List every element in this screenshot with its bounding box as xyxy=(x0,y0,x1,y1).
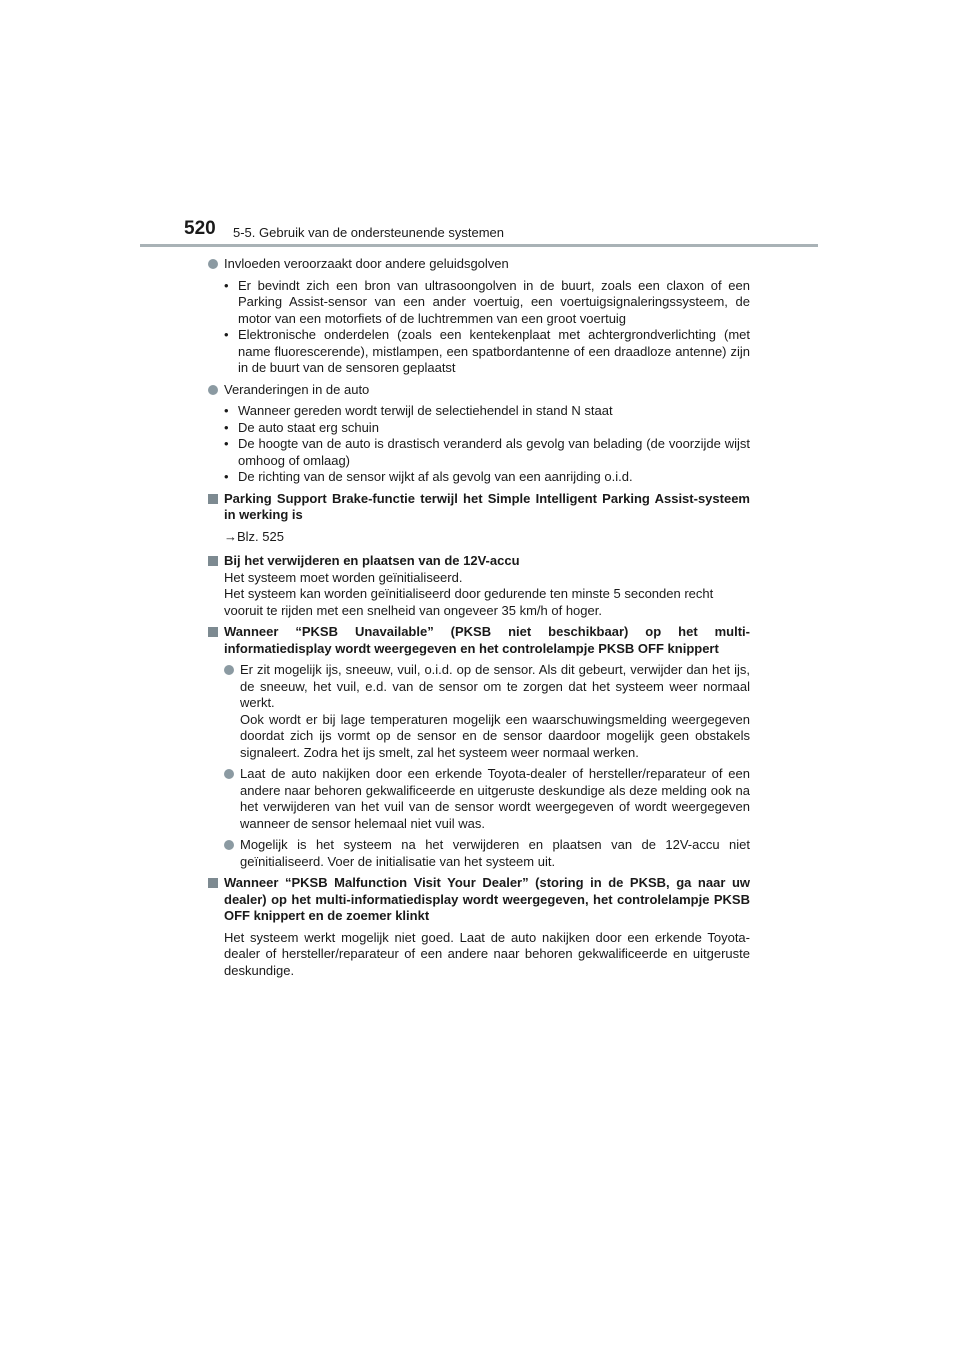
square-bullet-icon xyxy=(208,878,218,888)
heading-pksb-malfunction: Wanneer “PKSB Malfunction Visit Your Dealer” (storing in de PKSB, ga naar uw dealer) op het multi-informatiedisplay wordt weergegeven, het controlelampje PKSB OFF knippert en de zoemer klinkt xyxy=(208,875,750,925)
section-title: 5-5. Gebruik van de ondersteunende systemen xyxy=(233,225,505,240)
list-item: • De richting van de sensor wijkt af als gevolg van een aanrijding o.i.d. xyxy=(224,469,633,484)
list-item: Laat de auto nakijken door een erkende Toyota-dealer of hersteller/reparateur of een andere naar behoren gekwalificeerde en uitgeruste deskundige als deze melding ook na het verwijderen van het vuil van de sensor wordt weergegeven of wordt weergegeven wanneer de sensor helemaal niet vuil was. xyxy=(208,766,750,832)
square-bullet-icon xyxy=(208,494,218,504)
bullet-sound-waves: Invloeden veroorzaakt door andere geluidsgolven xyxy=(208,256,750,273)
circle-bullet-icon xyxy=(224,665,234,675)
heading-pksb-unavailable: Wanneer “PKSB Unavailable” (PKSB niet beschikbaar) op het multi-informatiedisplay wordt weergegeven en het controlelampje PKSB OFF knippert xyxy=(208,624,750,657)
list-item: • De auto staat erg schuin xyxy=(224,419,379,435)
list-item: Mogelijk is het systeem na het verwijderen en plaatsen van de 12V-accu niet geïnitialiseerd. Voer de initialisatie van het systeem uit. xyxy=(208,837,750,870)
list-item: • Elektronische onderdelen (zoals een kentekenplaat met achtergrondverlichting (met name fluorescerende), mistlampen, een spatbordantenne of een draadloze antenne) zijn in de buurt van de sensoren geplaatst xyxy=(224,327,750,375)
list-item: • Wanneer gereden wordt terwijl de selectiehendel in stand N staat xyxy=(224,403,613,418)
square-bullet-icon xyxy=(208,556,218,566)
heading-12v-battery: Bij het verwijderen en plaatsen van de 12V-accu xyxy=(208,553,750,570)
list-item: • Er bevindt zich een bron van ultrasoongolven in de buurt, zoals een claxon of een Parking Assist-sensor van een ander voertuig, een voertuigsignaleringssysteem, de motor van een motorfiets of de luchtremmen van een groot voertuig xyxy=(224,277,750,326)
bullet-vehicle-changes: Veranderingen in de auto xyxy=(208,382,750,399)
page-reference-link[interactable]: →Blz. 525 xyxy=(224,528,284,544)
page-content xyxy=(208,256,750,979)
list-item: • De hoogte van de auto is drastisch veranderd als gevolg van belading (de voorzijde wijst omhoog of omlaag) xyxy=(224,436,750,468)
list-item: Er zit mogelijk ijs, sneeuw, vuil, o.i.d. op de sensor. Als dit gebeurt, verwijder dan het ijs, de sneeuw, het vuil, e.d. van de sensor om te zorgen dat het systeem weer normaal werkt. xyxy=(208,662,750,712)
circle-bullet-icon xyxy=(224,769,234,779)
paragraph: Het systeem werkt mogelijk niet goed. Laat de auto nakijken door een erkende Toyota-dealer of hersteller/reparateur of een andere naar behoren gekwalificeerde en uitgeruste deskundige. xyxy=(224,929,750,978)
paragraph: Ook wordt er bij lage temperaturen mogelijk een waarschuwingsmelding weergegeven doordat zich ijs vormt op de sensor en de sensor daardoor mogelijk geen obstakels signaleert. Zodra het ijs smelt, zal het systeem weer normaal werken. xyxy=(240,711,750,760)
circle-bullet-icon xyxy=(224,840,234,850)
circle-bullet-icon xyxy=(208,259,218,269)
header-rule xyxy=(140,244,818,247)
square-bullet-icon xyxy=(208,627,218,637)
paragraph: Het systeem kan worden geïnitialiseerd door gedurende ten minste 5 seconden recht vooruit te rijden met een snelheid van ongeveer 35 km/h of hoger. xyxy=(224,586,714,618)
circle-bullet-icon xyxy=(208,385,218,395)
paragraph: Het systeem moet worden geïnitialiseerd. xyxy=(224,569,463,585)
heading-parking-support-brake: Parking Support Brake-functie terwijl het Simple Intelligent Parking Assist-systeem in werking is xyxy=(208,491,750,524)
page-number: 520 xyxy=(184,218,216,239)
